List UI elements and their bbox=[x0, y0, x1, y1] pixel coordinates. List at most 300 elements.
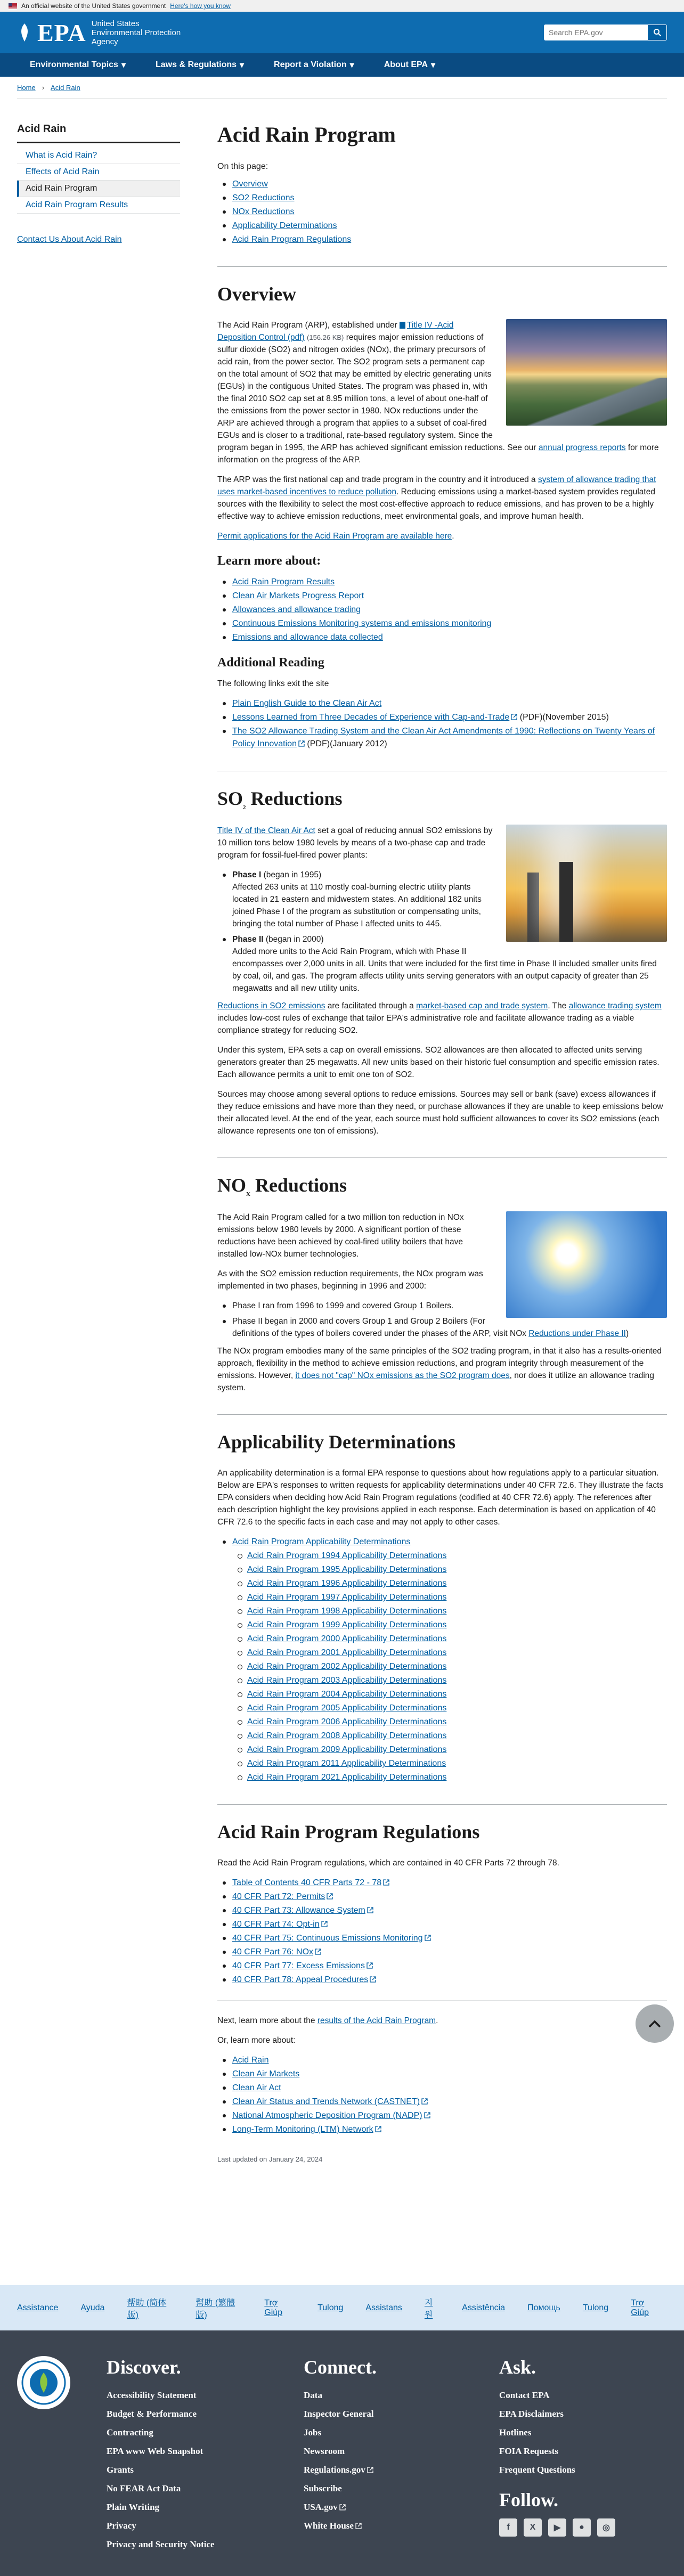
external-link-icon bbox=[355, 2523, 362, 2529]
learn-link[interactable]: Clean Air Markets Progress Report bbox=[232, 591, 364, 600]
nox-phase-list bbox=[217, 1300, 667, 1340]
footer-link[interactable]: Accessibility Statement bbox=[107, 2390, 197, 2400]
contact-link[interactable]: Contact Us About Acid Rain bbox=[17, 235, 122, 244]
applicability-years-list bbox=[217, 1550, 667, 1784]
nox-paragraph: The Acid Rain Program called for a two million ton reduction in NOx emissions below 1980 levels by 2000. A significant portion of these reductions have been achieved by coal-fired utility boilers that have installed low-NOx burner technologies. bbox=[217, 1213, 464, 1259]
list-item bbox=[217, 1716, 667, 1729]
agency-line: Agency bbox=[91, 37, 118, 46]
language-link[interactable]: Помощь bbox=[527, 2303, 560, 2312]
permit-paragraph: Permit applications for the Acid Rain Program are available here. bbox=[217, 532, 454, 541]
external-link-icon bbox=[511, 714, 517, 720]
applicability-year-link[interactable]: Acid Rain Program 2009 Applicability Determinations bbox=[247, 1745, 447, 1755]
search-input[interactable] bbox=[544, 25, 648, 40]
nox-cap-link[interactable]: it does not "cap" NOx emissions as the SO2 program does bbox=[295, 1371, 510, 1381]
applicability-top-link[interactable]: Acid Rain Program Applicability Determinations bbox=[232, 1537, 411, 1547]
list-item bbox=[499, 2404, 615, 2423]
heres-how-link[interactable]: Here's how you know bbox=[170, 2, 231, 10]
sunset-landscape-image bbox=[506, 319, 667, 426]
list-item bbox=[217, 617, 667, 630]
language-link[interactable]: Trợ Giúp bbox=[264, 2298, 283, 2317]
nav-label: Environmental Topics bbox=[30, 60, 118, 69]
external-link-icon bbox=[367, 1962, 373, 1969]
list-item bbox=[217, 1550, 667, 1562]
footer-connect bbox=[304, 2356, 377, 2535]
nox-paragraph: As with the SO2 emission reduction requirements, the NOx program was implemented in two phases, beginning in 1996 and 2000: bbox=[217, 1269, 483, 1291]
next-paragraph bbox=[217, 2015, 667, 2027]
list-item bbox=[217, 1315, 667, 1340]
list-item bbox=[217, 1702, 667, 1715]
facebook-icon[interactable]: f bbox=[499, 2518, 517, 2537]
footer-link[interactable]: Subscribe bbox=[304, 2483, 342, 2493]
youtube-icon[interactable]: ▶ bbox=[548, 2518, 566, 2537]
external-link-icon bbox=[367, 1907, 373, 1913]
applicability-year-link[interactable]: Acid Rain Program 1996 Applicability Determinations bbox=[247, 1579, 447, 1588]
list-item bbox=[217, 1674, 667, 1687]
footer-link[interactable]: Budget & Performance bbox=[107, 2409, 197, 2419]
list-item bbox=[107, 2442, 215, 2460]
external-link-icon bbox=[315, 1949, 321, 1955]
list-item bbox=[217, 1536, 667, 1548]
text: SO bbox=[217, 788, 243, 809]
footer-link[interactable]: EPA Disclaimers bbox=[499, 2409, 564, 2419]
footer-ask bbox=[499, 2356, 615, 2537]
regulation-link[interactable]: 40 CFR Part 72: Permits bbox=[232, 1892, 325, 1902]
list-item bbox=[217, 2082, 667, 2094]
footer-link[interactable]: FOIA Requests bbox=[499, 2446, 558, 2456]
footer-link[interactable]: Contracting bbox=[107, 2427, 153, 2438]
applicability-year-link[interactable]: Acid Rain Program 1998 Applicability Determinations bbox=[247, 1607, 447, 1616]
footer-list bbox=[107, 2386, 215, 2554]
overview-paragraph bbox=[217, 474, 667, 523]
footer-link[interactable]: Plain Writing bbox=[107, 2502, 160, 2512]
list-item bbox=[217, 2068, 667, 2081]
breadcrumb bbox=[0, 77, 684, 98]
language-link[interactable]: 帮助 (简体版) bbox=[127, 2298, 167, 2320]
applicability-year-link[interactable]: Acid Rain Program 2000 Applicability Determinations bbox=[247, 1634, 447, 1644]
external-link-icon bbox=[370, 1976, 376, 1983]
sidebar-nav bbox=[17, 148, 180, 214]
list-item bbox=[217, 1646, 667, 1659]
footer-link[interactable]: Grants bbox=[107, 2465, 134, 2475]
list-item bbox=[107, 2460, 215, 2479]
list-item bbox=[217, 1577, 667, 1590]
regulations-paragraph: Read the Acid Rain Program regulations, which are contained in 40 CFR Parts 72 through 78. bbox=[217, 1858, 559, 1868]
sidebar-link[interactable]: Acid Rain Program Results bbox=[26, 200, 128, 209]
clean-air-act-title-iv-link[interactable]: Title IV of the Clean Air Act bbox=[217, 826, 315, 836]
list-item bbox=[304, 2498, 377, 2516]
site-header bbox=[0, 12, 684, 53]
gov-banner-text: An official website of the United States government bbox=[21, 2, 166, 10]
learn-link[interactable]: Emissions and allowance data collected bbox=[232, 633, 383, 642]
epa-seal-icon bbox=[17, 2356, 70, 2409]
reading-intro: The following links exit the site bbox=[217, 679, 329, 688]
or-paragraph: Or, learn more about: bbox=[217, 2036, 296, 2045]
toc-link-regulations[interactable]: Acid Rain Program Regulations bbox=[232, 235, 352, 244]
regulation-link[interactable]: 40 CFR Part 74: Opt-in bbox=[232, 1920, 320, 1929]
toc-link-overview[interactable]: Overview bbox=[232, 180, 268, 189]
language-link[interactable]: 幫助 (繁體版) bbox=[196, 2298, 235, 2320]
applicability-year-link[interactable]: Acid Rain Program 2006 Applicability Determinations bbox=[247, 1717, 447, 1727]
applicability-year-link[interactable]: Acid Rain Program 2011 Applicability Determinations bbox=[247, 1759, 446, 1768]
toc-item bbox=[217, 206, 667, 218]
text: The ARP was the first national cap and trade program in the country and it introduced a bbox=[217, 475, 538, 484]
list-item bbox=[217, 1660, 667, 1673]
applicability-year-link[interactable]: Acid Rain Program 1999 Applicability Determinations bbox=[247, 1620, 447, 1630]
list-item: Phase I ran from 1996 to 1999 and covered Group 1 Boilers. bbox=[217, 1300, 667, 1312]
footer-link[interactable]: White House bbox=[304, 2521, 354, 2531]
list-item bbox=[217, 1730, 667, 1742]
language-link[interactable]: Trợ Giúp bbox=[631, 2298, 649, 2317]
list-item bbox=[304, 2460, 377, 2479]
footer-link[interactable]: USA.gov bbox=[304, 2502, 338, 2512]
list-item bbox=[217, 631, 667, 644]
text: NO bbox=[217, 1175, 246, 1196]
cap-trade-link[interactable]: market-based cap and trade system bbox=[416, 1001, 548, 1011]
list-item bbox=[304, 2442, 377, 2460]
page-title: Acid Rain Program bbox=[217, 123, 396, 146]
sidebar-item-acid-rain-program[interactable] bbox=[17, 181, 180, 197]
reading-link[interactable]: Plain English Guide to the Clean Air Act bbox=[232, 699, 382, 708]
footer-link[interactable]: Privacy bbox=[107, 2521, 136, 2531]
agency-name bbox=[92, 19, 181, 46]
list-item bbox=[217, 1591, 667, 1604]
logo-wordmark: EPA bbox=[37, 19, 86, 46]
text: Added more units to the Acid Rain Program, which with Phase II encompasses over 2,000 units in all. Units that were included for the first time in Phase II included smaller units fired by coal, oil, and gas. The program affects utility units serving generators with an output capacity of greater than 25 megawatts and all new utility units. bbox=[232, 947, 657, 993]
footer-link[interactable]: Newsroom bbox=[304, 2446, 345, 2456]
footer-heading: Connect. bbox=[304, 2357, 377, 2378]
overview-heading: Overview bbox=[217, 283, 296, 305]
chevron-down-icon: ▾ bbox=[121, 61, 126, 70]
applicability-year-link[interactable]: Acid Rain Program 2003 Applicability Determinations bbox=[247, 1676, 447, 1685]
sidebar-link[interactable]: Acid Rain Program bbox=[26, 184, 97, 193]
more-link[interactable]: Clean Air Status and Trends Network (CASTNET) bbox=[232, 2097, 420, 2107]
reading-meta: (PDF)(November 2015) bbox=[519, 713, 609, 722]
progress-reports-link[interactable]: annual progress reports bbox=[538, 443, 626, 452]
allowance-system-link[interactable]: allowance trading system bbox=[568, 1001, 662, 1011]
reductions-link[interactable]: Reductions in SO2 emissions bbox=[217, 1001, 325, 1011]
list-item bbox=[217, 2109, 667, 2122]
nox-paragraph bbox=[217, 1345, 667, 1394]
language-link[interactable]: Assistance bbox=[17, 2303, 59, 2312]
learn-more-heading: Learn more about: bbox=[217, 554, 321, 568]
search-button[interactable] bbox=[648, 25, 667, 40]
footer-heading: Discover. bbox=[107, 2357, 181, 2378]
so2-paragraph: Under this system, EPA sets a cap on overall emissions. SO2 allowances are then allocated to affected units serving generators greater than 25 megawatts. All new units based on their historic fuel consumption and specific emission rates. Each allowance permits a unit to emit one ton of SO2. bbox=[217, 1046, 659, 1080]
more-link[interactable]: Long-Term Monitoring (LTM) Network bbox=[232, 2125, 373, 2134]
section-divider bbox=[217, 1157, 667, 1158]
applicability-year-link[interactable]: Acid Rain Program 1995 Applicability Determinations bbox=[247, 1565, 447, 1575]
list-item bbox=[217, 576, 667, 589]
phase-label: Phase II bbox=[232, 935, 264, 944]
nox-heading bbox=[217, 1174, 667, 1197]
list-item bbox=[217, 1877, 667, 1889]
applicability-year-link[interactable]: Acid Rain Program 1997 Applicability Determinations bbox=[247, 1593, 447, 1602]
external-link-icon bbox=[383, 1879, 389, 1886]
search-icon bbox=[653, 28, 662, 37]
learn-link[interactable]: Acid Rain Program Results bbox=[232, 577, 335, 586]
breadcrumb-home[interactable]: Home bbox=[17, 83, 36, 92]
reading-link[interactable]: Lessons Learned from Three Decades of Experience with Cap-and-Trade bbox=[232, 713, 510, 722]
list-item bbox=[217, 1771, 667, 1784]
external-link-icon bbox=[327, 1893, 333, 1900]
language-link[interactable]: Ayuda bbox=[80, 2303, 105, 2312]
text: set a goal of reducing annual SO2 emissions by 10 million tons below 1980 levels by means of a two-phase cap and trade program for fossil-fuel-fired power plants: bbox=[217, 826, 493, 860]
text: . bbox=[436, 2016, 438, 2026]
list-item bbox=[217, 1946, 667, 1959]
language-link[interactable]: Assistans bbox=[365, 2303, 402, 2312]
regulation-link[interactable]: 40 CFR Part 78: Appeal Procedures bbox=[232, 1975, 369, 1985]
list-item bbox=[217, 1563, 667, 1576]
text: Reductions bbox=[246, 788, 343, 809]
nav-environmental-topics[interactable] bbox=[13, 53, 141, 77]
external-link-icon bbox=[421, 2098, 428, 2105]
chevron-down-icon: ▾ bbox=[431, 61, 436, 70]
list-item bbox=[499, 2386, 615, 2404]
applicability-year-link[interactable]: Acid Rain Program 1994 Applicability Determinations bbox=[247, 1551, 447, 1561]
external-link-icon bbox=[321, 1921, 328, 1927]
text: Next, learn more about the bbox=[217, 2016, 317, 2026]
footer-link[interactable]: No FEAR Act Data bbox=[107, 2483, 181, 2493]
language-link[interactable]: Tulong bbox=[582, 2303, 609, 2312]
external-link-icon bbox=[339, 2504, 346, 2510]
list-item bbox=[217, 1688, 667, 1701]
list-item bbox=[499, 2442, 615, 2460]
site-footer bbox=[0, 2330, 684, 2576]
text: requires major emission reductions of sulfur dioxide (SO2) and nitrogen oxides (NOx), the primary precursors of acid rain, from the power sector. The SO2 program sets a permanent cap on the total amount of SO2 that may be emitted by electric generating units (EGUs) in the contiguous United States. The program was phased in, with the final 2010 SO2 cap set at 8.95 million tons, a level of about one-half of the emissions from the power sector in 1980. NOx reductions under the ARP are achieved through a program that applies to a subset of coal-fired EGUs and is closer to a traditional, rate-based regulatory system. Since the program began in 1995, the ARP has achieved significant emission reductions. See our bbox=[217, 333, 539, 452]
allowance-trading-link[interactable]: system of allowance trading that uses market-based incentives to reduce pollution bbox=[217, 475, 656, 496]
sidebar-item-results[interactable] bbox=[17, 197, 180, 214]
footer-heading: Ask. bbox=[499, 2357, 536, 2378]
list-item bbox=[217, 725, 667, 751]
nav-about-epa[interactable] bbox=[369, 53, 450, 77]
section-divider bbox=[217, 1804, 667, 1805]
list-item bbox=[217, 1960, 667, 1972]
so2-paragraph: Sources may choose among several options to reduce emissions. Sources may sell or bank (save) excess allowances if they reduce emissions and have more than they need, or purchase allowances if they are unable to keep emissions below their allocated level. At the end of the year, each source must hold sufficient allowances to cover its SO2 emissions (each allowance represents one ton of emissions). bbox=[217, 1090, 663, 1136]
toc-link-so2[interactable]: SO2 Reductions bbox=[232, 193, 295, 202]
language-link[interactable]: Tulong bbox=[317, 2303, 344, 2312]
learn-link[interactable]: Allowances and allowance trading bbox=[232, 605, 361, 614]
results-link[interactable]: results of the Acid Rain Program bbox=[317, 2016, 436, 2026]
on-this-page-label: On this page: bbox=[217, 162, 268, 171]
reading-meta: (PDF)(January 2012) bbox=[307, 739, 387, 748]
phase-label: Phase I bbox=[232, 870, 262, 880]
regulation-link[interactable]: 40 CFR Part 77: Excess Emissions bbox=[232, 1961, 365, 1971]
page-layout bbox=[0, 99, 684, 2163]
section-divider bbox=[217, 266, 667, 267]
applicability-year-link[interactable]: Acid Rain Program 2021 Applicability Determinations bbox=[247, 1773, 447, 1782]
applicability-year-link[interactable]: Acid Rain Program 2002 Applicability Determinations bbox=[247, 1662, 447, 1672]
agency-line: Environmental Protection bbox=[91, 28, 181, 37]
text: . The bbox=[548, 1001, 569, 1011]
list-item bbox=[217, 604, 667, 616]
text: Reductions bbox=[250, 1175, 347, 1196]
text: ) bbox=[625, 1329, 629, 1339]
learn-more-list bbox=[217, 576, 667, 644]
main-content bbox=[180, 99, 667, 2163]
footer-heading: Follow. bbox=[499, 2489, 559, 2510]
text: The NOx program embodies many of the same principles of the SO2 trading program, in that it also has a results-oriented approach, flexibility in the method to achieve emission reductions, and program integrity through measurement of the emissions. However, bbox=[217, 1347, 662, 1381]
reading-link[interactable]: The SO2 Allowance Trading System and the Clean Air Act Amendments of 1990: Reflections on Twenty Years of Policy Innovation bbox=[232, 727, 655, 748]
list-item bbox=[217, 711, 667, 724]
applicability-paragraph: An applicability determination is a formal EPA response to questions about how regulations apply to a particular situation. Below are EPA's responses to written requests for applicability determinations under 40 CFR 72.6. They illustrate the facts EPA considers when deciding how Acid Rain Program regulations (codified at 40 CFR 72.6) apply. The references after each description highlight the key provisions applied in each response. Each determination is based on application of 40 CFR 72.6 to the specific facts in each case and may not apply to other cases. bbox=[217, 1469, 664, 1527]
more-link[interactable]: Clean Air Act bbox=[232, 2083, 281, 2093]
toc-link-nox[interactable]: NOx Reductions bbox=[232, 207, 295, 216]
list-item bbox=[217, 1633, 667, 1645]
toc-link-applicability[interactable]: Applicability Determinations bbox=[232, 221, 337, 230]
nav-report-violation[interactable] bbox=[259, 53, 369, 77]
regulation-link[interactable]: Table of Contents 40 CFR Parts 72 - 78 bbox=[232, 1878, 382, 1888]
text: The Acid Rain Program (ARP), established under bbox=[217, 321, 400, 330]
list-item bbox=[304, 2423, 377, 2442]
language-link[interactable]: 지원 bbox=[424, 2298, 433, 2320]
chevron-down-icon: ▾ bbox=[240, 61, 245, 70]
text: (began in 2000) bbox=[263, 935, 324, 944]
list-item bbox=[499, 2423, 615, 2442]
list-item bbox=[499, 2460, 615, 2479]
toc-item bbox=[217, 178, 667, 191]
applicability-heading: Applicability Determinations bbox=[217, 1431, 455, 1453]
reading-list bbox=[217, 697, 667, 751]
breadcrumb-acid-rain[interactable]: Acid Rain bbox=[51, 83, 80, 92]
regulation-link[interactable]: 40 CFR Part 76: NOx bbox=[232, 1947, 314, 1957]
list-item bbox=[217, 2123, 667, 2136]
list-item bbox=[217, 2054, 667, 2067]
language-bar bbox=[0, 2285, 684, 2330]
list-item bbox=[217, 697, 667, 710]
list-item bbox=[217, 1904, 667, 1917]
text: for more information on the progress of the ARP. bbox=[217, 443, 659, 464]
footer-link[interactable]: Jobs bbox=[304, 2427, 322, 2438]
title-iv-link[interactable]: Title IV -Acid Deposition Control (pdf) bbox=[217, 321, 454, 342]
nav-label: About EPA bbox=[384, 60, 428, 69]
list-item bbox=[217, 1605, 667, 1618]
footer-list bbox=[499, 2386, 615, 2479]
list-item bbox=[107, 2498, 215, 2516]
list-item bbox=[217, 1974, 667, 1986]
nav-label: Laws & Regulations bbox=[155, 60, 237, 69]
text: includes low-cost rules of exchange that tailor EPA's administrative role and facilitate allowance trading as a viable compliance strategy for reducing SO2. bbox=[217, 1014, 634, 1036]
text: , nor does it utilize an allowance trading system. bbox=[217, 1371, 655, 1393]
text: (began in 1995) bbox=[261, 870, 322, 880]
nav-laws-regulations[interactable] bbox=[141, 53, 259, 77]
list-item bbox=[217, 590, 667, 602]
so2-paragraph bbox=[217, 1000, 667, 1037]
epa-logo[interactable] bbox=[17, 19, 181, 47]
list-item bbox=[217, 1757, 667, 1770]
footer-link[interactable]: Contact EPA bbox=[499, 2390, 550, 2400]
sidebar-link[interactable]: Effects of Acid Rain bbox=[26, 167, 100, 176]
external-link-icon bbox=[367, 2467, 373, 2473]
regulations-list bbox=[217, 1877, 667, 1986]
file-size: (156.26 KB) bbox=[307, 333, 344, 341]
regulation-link[interactable]: 40 CFR Part 75: Continuous Emissions Monitoring bbox=[232, 1934, 423, 1943]
footer-link[interactable]: Regulations.gov bbox=[304, 2465, 365, 2475]
applicability-year-link[interactable]: Acid Rain Program 2001 Applicability Determinations bbox=[247, 1648, 447, 1658]
main-nav bbox=[0, 53, 684, 77]
footer-link[interactable]: Inspector General bbox=[304, 2409, 374, 2419]
learn-link[interactable]: Continuous Emissions Monitoring systems and emissions monitoring bbox=[232, 619, 492, 628]
sidebar bbox=[17, 99, 180, 2163]
subscript: X bbox=[246, 1191, 250, 1198]
phase-ii-link[interactable]: Reductions under Phase II bbox=[528, 1329, 626, 1339]
more-list bbox=[217, 2054, 667, 2136]
external-link-icon bbox=[298, 740, 305, 747]
instagram-icon[interactable]: ◎ bbox=[597, 2518, 615, 2537]
sidebar-item-effects[interactable] bbox=[17, 164, 180, 181]
list-item bbox=[304, 2404, 377, 2423]
applicability-list bbox=[217, 1536, 667, 1548]
toc-item bbox=[217, 219, 667, 232]
social-links bbox=[499, 2518, 615, 2537]
more-link[interactable]: National Atmospheric Deposition Program (NADP) bbox=[232, 2111, 422, 2121]
nav-label: Report a Violation bbox=[274, 60, 347, 69]
regulations-heading: Acid Rain Program Regulations bbox=[217, 1821, 480, 1843]
list-item bbox=[217, 1918, 667, 1931]
footer-discover bbox=[107, 2356, 215, 2554]
list-item bbox=[217, 1619, 667, 1632]
regulation-link[interactable]: 40 CFR Part 73: Allowance System bbox=[232, 1906, 365, 1915]
more-link[interactable]: Clean Air Markets bbox=[232, 2069, 300, 2079]
footer-link[interactable]: EPA www Web Snapshot bbox=[107, 2446, 203, 2456]
list-item bbox=[217, 933, 667, 994]
list-item bbox=[107, 2423, 215, 2442]
list-item bbox=[107, 2535, 215, 2554]
applicability-year-link[interactable]: Acid Rain Program 2008 Applicability Determinations bbox=[247, 1731, 447, 1741]
footer-link[interactable]: Privacy and Security Notice bbox=[107, 2539, 215, 2549]
back-to-top-button[interactable] bbox=[636, 2004, 674, 2043]
footer-link[interactable]: Hotlines bbox=[499, 2427, 532, 2438]
list-item bbox=[217, 2096, 667, 2108]
language-link[interactable]: Assistência bbox=[462, 2303, 506, 2312]
so2-heading bbox=[217, 787, 667, 811]
sidebar-item-what-is-acid-rain[interactable] bbox=[17, 148, 180, 164]
list-item bbox=[217, 869, 667, 930]
list-item bbox=[304, 2386, 377, 2404]
subscript: 2 bbox=[243, 804, 246, 811]
footer-link[interactable]: Frequent Questions bbox=[499, 2465, 575, 2475]
more-link[interactable]: Acid Rain bbox=[232, 2056, 269, 2065]
text: are facilitated through a bbox=[325, 1001, 417, 1011]
breadcrumb-separator: › bbox=[42, 83, 45, 92]
toc-item bbox=[217, 233, 667, 246]
toc-item bbox=[217, 192, 667, 205]
divider bbox=[217, 2000, 667, 2001]
additional-reading-heading: Additional Reading bbox=[217, 656, 324, 670]
chevron-down-icon: ▾ bbox=[349, 61, 354, 70]
sidebar-rule bbox=[17, 142, 180, 143]
site-search bbox=[544, 25, 667, 40]
text: Affected 263 units at 110 mostly coal-burning electric utility plants located in 21 eastern and midwestern states. An additional 182 units joined Phase I of the program as substitution or compensating units, bringing the total number of Phase I affected units to 445. bbox=[232, 883, 482, 929]
chevron-up-icon bbox=[648, 2019, 662, 2028]
list-item bbox=[304, 2516, 377, 2535]
footer-list bbox=[304, 2386, 377, 2535]
flickr-icon[interactable]: ● bbox=[573, 2518, 591, 2537]
us-flag-icon bbox=[9, 3, 17, 9]
toc-list bbox=[217, 178, 667, 246]
external-link-icon bbox=[375, 2126, 381, 2132]
footer-link[interactable]: Data bbox=[304, 2390, 322, 2400]
pdf-icon bbox=[400, 322, 405, 329]
epa-flower-icon bbox=[17, 22, 32, 43]
list-item bbox=[107, 2404, 215, 2423]
applicability-year-link[interactable]: Acid Rain Program 2004 Applicability Determinations bbox=[247, 1690, 447, 1699]
permit-applications-link[interactable]: Permit applications for the Acid Rain Program are available here bbox=[217, 532, 452, 541]
sidebar-title: Acid Rain bbox=[17, 123, 67, 135]
x-icon[interactable]: X bbox=[524, 2518, 542, 2537]
applicability-year-link[interactable]: Acid Rain Program 2005 Applicability Determinations bbox=[247, 1703, 447, 1713]
sidebar-link[interactable]: What is Acid Rain? bbox=[26, 151, 97, 160]
text: . Reducing emissions using a market-based system provides regulated sources with the flexibility to select the most cost-effective approach to reduce emissions, and has proven to be a highly effective way to achieve emission reductions, meet environmental goals, and improve human health. bbox=[217, 487, 655, 521]
